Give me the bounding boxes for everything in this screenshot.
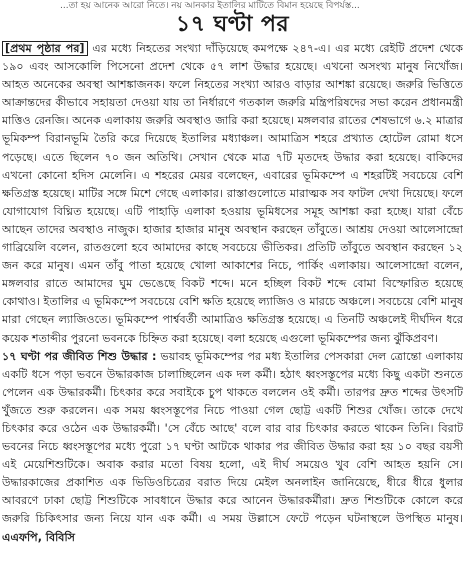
paragraph-1 bbox=[2, 40, 463, 348]
news-credit: এএফপি, বিবিসি bbox=[2, 530, 75, 544]
paragraph-2 bbox=[2, 348, 463, 547]
top-fragment: ...তা হয় আনেক আরো নিতে। নয় আনকার ইতালির মাটিতে বিমান হয়েছে বিপর্যস্ত... bbox=[60, 1, 360, 11]
article-body bbox=[2, 40, 463, 571]
paragraph-1-text: এর মধ্যে নিহতের সংখ্যা দাঁড়িয়েছে কমপক্ষে ২৪৭-এ। এর মধ্যে রেইটি প্রদেশ থেকে ১৯০ এবং আসকোলি পিসেনো প্রদেশ থেকে ৫৭ লাশ উদ্ধার হয়েছে। এখনো অসংখ্য মানুষ নিখোঁজ। আহত অনেকের অবস্থা আশঙ্কাজনক। ফলে নিহতের সংখ্যা আরও বাড়ার আশঙ্কা রয়েছে। জরুরি ভিত্তিতে আক্রান্তদের কীভাবে সহায়তা দেওয়া যায় তা নির্ধারণে গতকাল জরুরি মন্ত্রিপরিষদের সভা করেন প্রধানমন্ত্রী মাত্তিও রেনজি। অনেক এলাকায় জরুরি অবস্থাও জারি করা হয়েছে। মঙ্গলবার রাতের শেষভাগে ৬.২ মাত্রার ভূমিকম্প বিরানভূমি তৈরি করে দিয়েছে ইতালির মধ্যাঞ্চল। আমাত্রিস শহরে প্রখ্যাত হোটেল রোমা ধসে পড়েছে। এতে ছিলেন ৭০ জন অতিথি। সেখান থেকে মাত্র ৭টি মৃতদেহ উদ্ধার করা হয়েছে। বাকিদের এখনো কোনো হদিস মেলেনি। এ শহরের মেয়র বলেছেন, এবারের ভূমিকম্পে এ শহরটিই সবচেয়ে বেশি ক্ষতিগ্রস্ত হয়েছে। মাটির সঙ্গে মিশে গেছে এলাকার। রাস্তাগুলোতে মারাত্মক সব ফাটল দেখা দিয়েছে। ফলে যোগাযোগ বিঘ্নিত হয়েছে। এটি পাহাড়ি এলাকা হওয়ায় ভূমিধসের সমূহ আশঙ্কা করা হচ্ছে। যারা বেঁচে আছেন তাদের অবস্থাও নাজুক। হাজার হাজার মানুষ অবস্থান করছেন তাঁবুতে। আশ্রয় দেওয়া আলেসান্দ্রো গাব্রিয়েলি বলেন, রাতগুলো হবে আমাদের কাছে সবচেয়ে ভীতিকর। প্রতিটি তাঁবুতে অবস্থান করছেন ১২ জন করে মানুষ। এমন তাঁবু পাতা হয়েছে খোলা আকাশের নিচে, পার্কিং এলাকায়। আলেসান্দ্রো বলেন, মঙ্গলবার রাতে আমাদের ঘুম ভেঙেছে বিকট শব্দে। মনে হচ্ছিল বিকট শব্দে বোমা বিস্ফোরিত হয়েছে কোথাও। ইতালির এ ভূমিকম্পে সবচেয়ে বেশি ক্ষতি হয়েছে ল্যাজিও ও মারচে অঞ্চলে। সবচেয়ে বেশি মানুষ মারা গেছেন ল্যাজিওতে। ভূমিকম্পে পার্শ্ববর্তী আমাত্রিও ক্ষতিগ্রস্ত হয়েছে। এ তিনটি অঞ্চলেই দীর্ঘদিন ধরে কয়েক শতাব্দীর পুরনো ভবনকে চিহ্নিত করা হয়েছে। বলা হয়েছে এগুলো ভূমিকম্পের জন্য ঝুঁকিপ্রবণ। bbox=[2, 42, 463, 345]
paragraph-2-text: ভয়াবহ ভূমিকম্পের পর মধ্য ইতালির পেসকারা দেল ত্রোন্তো এলাকায় একটি ধসে পড়া ভবনে উদ্ধারকাজ চালাচ্ছিলেন এক দল কর্মী। হঠাৎ ধ্বংসস্তূপের মধ্যে কিছু একটা শুনতে পেলেন এক উদ্ধারকর্মী। চিৎকার করে সবাইকে চুপ থাকতে বললেন ওই কর্মী। তারপর দ্রুত শব্দের উৎসটি খুঁজতে শুরু করলেন। এক সময় ধ্বংসস্তূপের নিচে পাওয়া গেল ছোট্ট একটি শিশুর খোঁজ। তাকে দেখে চিৎকার করে ওঠেন এক উদ্ধারকর্মী। 'সে বেঁচে আছে' বলে বার বার চিৎকার করতে থাকেন তিনি। বিরাট ভবনের নিচে ধ্বংসস্তূপের মধ্যে পুরো ১৭ ঘণ্টা আটকে থাকার পর জীবিত উদ্ধার করা হয় ১০ বছর বয়সী এই মেয়েশিশুটিকে। অবাক করার মতো বিষয় হলো, এই দীর্ঘ সময়েও খুব বেশি আহত হয়নি সে। উদ্ধারকাজের প্রকাশিত এক ভিডিওচিত্রের বরাত দিয়ে মেইল অনলাইন জানিয়েছে, ধীরে ধীরে ধুলার আবরণে ঢাকা ছোট্ট শিশুটিকে সাবধানে উদ্ধার করে আনেন উদ্ধারকর্মীরা। দ্রুত শিশুটিকে কোলে করে জরুরি চিকিৎসার জন্য নিয়ে যান এক কর্মী। এ সময় উল্লাসে ফেটে পড়েন ঘটনাস্থলে উপস্থিত মানুষ। bbox=[2, 349, 463, 526]
continuation-tag: [প্রথম পৃষ্ঠার পর] bbox=[2, 41, 88, 56]
sub-heading: ১৭ ঘণ্টা পর জীবিত শিশু উদ্ধার : bbox=[2, 349, 157, 363]
headline: ১৭ ঘণ্টা পর bbox=[175, 12, 290, 37]
